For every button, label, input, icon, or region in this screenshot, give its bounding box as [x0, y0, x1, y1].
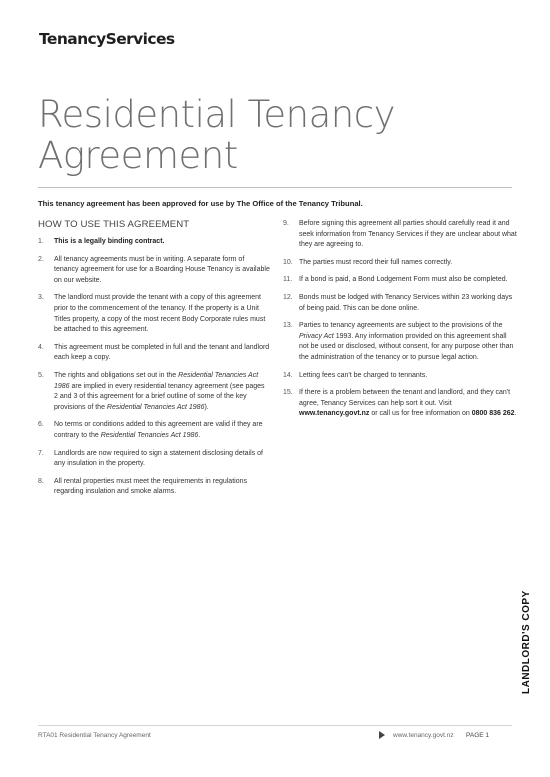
- item-text: [299, 389, 517, 417]
- text-part: Parties to tenancy agreements are subject to the provisions of the: [299, 322, 503, 330]
- item-text: The landlord must provide the tenant with a copy of this agreement prior to the commencement of the tenancy. If the property is a Unit Titles property, a copy of the most recent Body Corporate rules must be attached to this agreement.: [54, 294, 266, 334]
- list-item: [283, 321, 517, 363]
- text-part: .: [514, 410, 517, 418]
- title-line-1: Residential Tenancy: [38, 93, 395, 136]
- text-part: The rights and obligations set out in the: [54, 371, 179, 379]
- item-text: Landlords are now required to sign a statement disclosing details of any insulation in the property.: [54, 449, 263, 468]
- text-part: ).: [204, 403, 209, 411]
- list-item: [283, 293, 517, 314]
- item-number: 15.: [283, 389, 293, 397]
- item-text: This is a legally binding contract.: [54, 238, 165, 245]
- right-column: [283, 219, 517, 427]
- tenancy-services-logo: TenancyServices: [39, 30, 175, 48]
- arrow-right-icon: [379, 731, 385, 739]
- text-part: .: [198, 431, 201, 439]
- item-number: 4.: [38, 343, 44, 351]
- item-text: All rental properties must meet the requirements in regulations regarding insulation and smoke alarms.: [54, 477, 247, 496]
- act-name: Residential Tenancies Act 1986: [54, 371, 259, 390]
- item-number: 9.: [283, 220, 289, 227]
- item-number: 2.: [38, 255, 44, 263]
- item-text: [54, 372, 265, 411]
- item-number: 8.: [38, 477, 44, 485]
- item-text: Letting fees can't be charged to tennants.: [299, 371, 428, 379]
- list-item: [283, 371, 517, 382]
- list-item: [283, 219, 517, 251]
- phone-number: 0800 836 262: [471, 410, 515, 418]
- item-number: 12.: [283, 293, 293, 301]
- left-column: [38, 219, 270, 505]
- list-item: [283, 258, 517, 269]
- item-number: 6.: [38, 421, 44, 429]
- landlords-copy-label: LANDLORD'S COPY: [521, 590, 532, 694]
- website-link[interactable]: www.tenancy.govt.nz: [299, 410, 370, 418]
- page-number: PAGE 1: [466, 732, 490, 739]
- item-number: 10.: [283, 258, 293, 266]
- item-text: Before signing this agreement all parties should carefully read it and seek information from Tenancy Services if they are unclear about what they are agreeing to.: [299, 220, 517, 249]
- item-number: 5.: [38, 371, 44, 379]
- list-item: [38, 343, 270, 364]
- footer-divider: [38, 725, 512, 726]
- item-number: 1.: [38, 238, 44, 245]
- text-part: 1993. Any information provided on this agreement shall not be used or disclosed, without consent, for any purpose other than the administration of the tenancy or to pursue legal action.: [299, 332, 514, 361]
- list-item: [283, 275, 517, 286]
- text-part: If there is a problem between the tenant and landlord, and they can't agree, Tenancy Services can help sort it out. Visit: [299, 389, 511, 407]
- item-text: Bonds must be lodged with Tenancy Services within 23 working days of being paid. This can be done online.: [299, 293, 513, 312]
- list-item: [38, 420, 270, 441]
- list-item: [38, 255, 270, 287]
- text-part: No terms or conditions added to this agreement are valid if they are contrary to the: [54, 421, 263, 439]
- page-title: [38, 94, 395, 176]
- footer-website-link[interactable]: www.tenancy.govt.nz: [393, 732, 454, 739]
- item-text: [54, 421, 263, 439]
- item-number: 11.: [283, 276, 293, 284]
- list-item: [38, 371, 270, 413]
- section-heading: HOW TO USE THIS AGREEMENT: [38, 219, 190, 230]
- list-item: [283, 388, 517, 420]
- item-text: If a bond is paid, a Bond Lodgement Form must also be completed.: [299, 276, 508, 284]
- title-divider: [38, 187, 512, 188]
- item-number: 3.: [38, 294, 44, 302]
- title-line-2: Agreement: [38, 134, 238, 177]
- item-text: All tenancy agreements must be in writing. A separate form of tenancy agreement for use for a Boarding House Tenancy is available on our website.: [54, 255, 270, 284]
- item-number: 14.: [283, 371, 293, 379]
- text-part: or call us for free information on: [369, 410, 472, 418]
- approval-statement: This tenancy agreement has been approved for use by The Office of the Tenancy Tribunal.: [38, 199, 363, 208]
- footer-document-name: RTA01 Residential Tenancy Agreement: [38, 732, 151, 739]
- text-part: are implied in every residential tenancy agreement (see pages 2 and 3 of this agreement for a brief outline of some of the key provisions of the: [54, 382, 265, 411]
- act-name: Residential Tenancies Act 1986: [106, 403, 205, 411]
- item-text: [299, 322, 513, 361]
- act-name: Residential Tenancies Act 1986: [100, 431, 199, 439]
- item-number: 13.: [283, 322, 293, 330]
- item-text: This agreement must be completed in full and the tenant and landlord each keep a copy.: [54, 343, 270, 362]
- item-number: 7.: [38, 449, 44, 457]
- list-item: [38, 449, 270, 470]
- list-item: [38, 237, 270, 248]
- item-text: The parties must record their full names correctly.: [299, 258, 453, 266]
- list-item: [38, 477, 270, 498]
- list-item: [38, 293, 270, 335]
- act-name: Privacy Act: [299, 332, 334, 340]
